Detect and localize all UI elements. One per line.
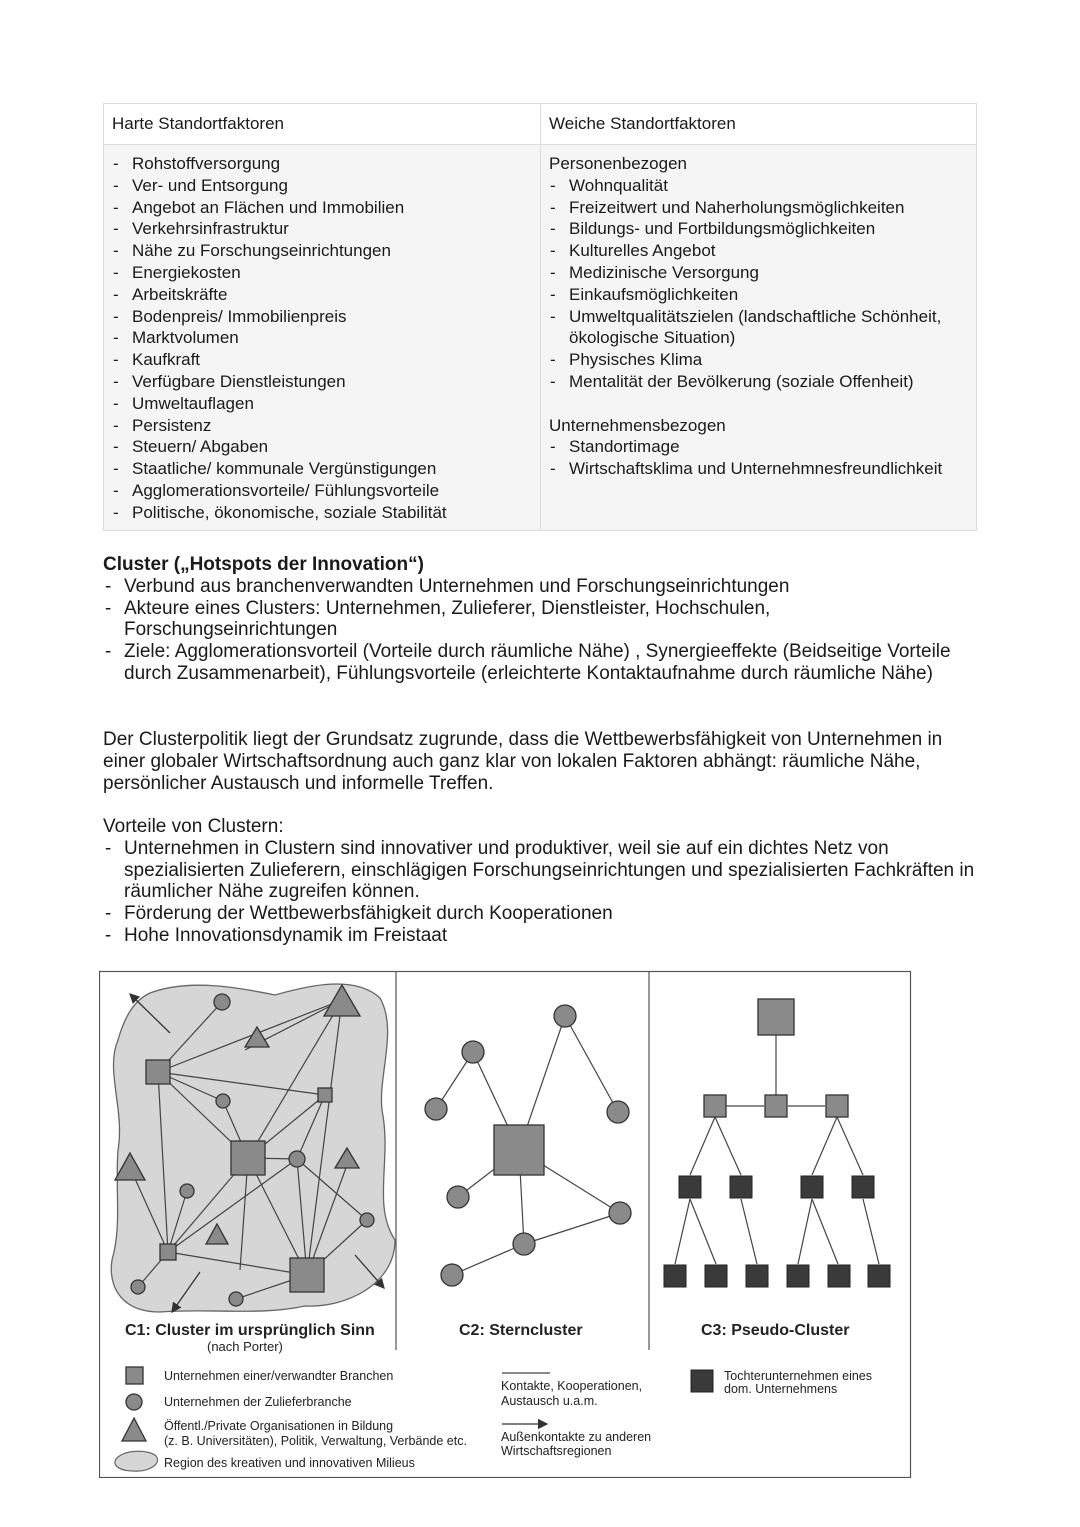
soft-factors-cell — [541, 145, 977, 531]
list-item: - Marktvolumen — [112, 327, 532, 349]
legend-region-label: Region des kreativen und innovativen Milieus — [164, 1456, 415, 1470]
list-item: - Wirtschaftsklima und Unternehmnesfreundlichkeit — [549, 458, 968, 480]
list-item: - Angebot an Flächen und Immobilien — [112, 197, 532, 219]
advantages-heading: Vorteile von Clustern: — [103, 816, 284, 837]
list-item: - Staatliche/ kommunale Vergünstigungen — [112, 458, 532, 480]
advantages-section — [103, 816, 983, 947]
legend-arrow-label: Außenkontakte zu anderen — [501, 1430, 652, 1444]
location-factors-table — [103, 103, 977, 531]
list-item: - Förderung der Wettbewerbsfähigkeit durch Kooperationen — [103, 903, 983, 925]
legend-dark-square-icon — [691, 1370, 713, 1392]
list-item: - Arbeitskräfte — [112, 284, 532, 306]
list-item: - Ver- und Entsorgung — [112, 175, 532, 197]
list-item: - Umweltqualitätszielen (landschaftliche Schönheit, ökologische Situation) — [549, 306, 968, 350]
list-item: - Medizinische Versorgung — [549, 262, 968, 284]
list-item: - Nähe zu Forschungseinrichtungen — [112, 240, 532, 262]
list-item: - Steuern/ Abgaben — [112, 436, 532, 458]
list-item: - Wohnqualität — [549, 175, 968, 197]
list-item: - Physisches Klima — [549, 349, 968, 371]
list-item: - Akteure eines Clusters: Unternehmen, Zulieferer, Dienstleister, Hochschulen, Forschungseinrichtungen — [103, 598, 983, 642]
list-item: - Verbund aus branchenverwandten Unternehmen und Forschungseinrichtungen — [103, 576, 983, 598]
person-related-title: Personenbezogen — [549, 154, 688, 173]
c1-subtitle: (nach Porter) — [207, 1339, 283, 1354]
list-item: - Freizeitwert und Naherholungsmöglichkeiten — [549, 197, 968, 219]
list-item: - Verfügbare Dienstleistungen — [112, 371, 532, 393]
c1-title: C1: Cluster im ursprünglich Sinn — [125, 1322, 375, 1339]
hard-factors-list — [112, 153, 532, 524]
hard-factors-cell — [104, 145, 541, 531]
legend-square-label: Unternehmen einer/verwandter Branchen — [164, 1369, 394, 1383]
list-item: - Bodenpreis/ Immobilienpreis — [112, 306, 532, 328]
list-item: - Persistenz — [112, 415, 532, 437]
legend-triangle-label: (z. B. Universitäten), Politik, Verwaltung, Verbände etc. — [164, 1434, 467, 1448]
soft-factors-header: Weiche Standortfaktoren — [541, 104, 977, 145]
list-item: - Umweltauflagen — [112, 393, 532, 415]
list-item: - Politische, ökonomische, soziale Stabilität — [112, 502, 532, 524]
list-item: - Kaufkraft — [112, 349, 532, 371]
legend-region-icon — [115, 1451, 158, 1471]
list-item: - Standortimage — [549, 436, 968, 458]
list-item: - Unternehmen in Clustern sind innovativer und produktiver, weil sie auf ein dichtes Netz von spezialisierten Zulieferern, einschlägigen Forschungseinrichtungen und spezialisierten Fachkräften in räumlicher Nähe zugreifen können. — [103, 838, 983, 903]
c3-title: C3: Pseudo-Cluster — [701, 1322, 850, 1339]
person-related-list — [549, 175, 968, 393]
legend-line-label: Austausch u.a.m. — [501, 1394, 598, 1408]
legend-arrow-label: Wirtschaftsregionen — [501, 1444, 612, 1458]
hard-factors-header: Harte Standortfaktoren — [104, 104, 541, 145]
list-item: - Einkaufsmöglichkeiten — [549, 284, 968, 306]
c1-cluster-graphic — [111, 984, 395, 1312]
legend-square-icon — [126, 1367, 143, 1384]
list-item: - Mentalität der Bevölkerung (soziale Offenheit) — [549, 371, 968, 393]
c2-title: C2: Sterncluster — [459, 1322, 583, 1339]
legend-dark-label: Tochterunternehmen eines — [724, 1369, 873, 1383]
list-item: - Kulturelles Angebot — [549, 240, 968, 262]
table-header-row — [104, 104, 977, 145]
legend-line-label: Kontakte, Kooperationen, — [501, 1379, 643, 1393]
list-item: - Rohstoffversorgung — [112, 153, 532, 175]
advantages-list — [103, 838, 983, 947]
cluster-section — [103, 554, 983, 685]
legend-dark-label: dom. Unternehmens — [724, 1382, 838, 1396]
company-related-title: Unternehmensbezogen — [549, 415, 726, 435]
list-item: - Verkehrsinfrastruktur — [112, 218, 532, 240]
table-body-row — [104, 145, 977, 531]
legend-triangle-label: Öffentl./Private Organisationen in Bildung — [164, 1419, 394, 1433]
list-item: - Ziele: Agglomerationsvorteil (Vorteile durch räumliche Nähe) , Synergieeffekte (Beidseitige Vorteile durch Zusammenarbeit), Fühlungsvorteile (erleichterte Kontaktaufnahme durch räumliche Nähe) — [103, 641, 983, 685]
list-item: - Agglomerationsvorteile/ Fühlungsvorteile — [112, 480, 532, 502]
legend-circle-label: Unternehmen der Zulieferbranche — [164, 1395, 352, 1409]
cluster-policy-paragraph: Der Clusterpolitik liegt der Grundsatz zugrunde, dass die Wettbewerbsfähigkeit von Unternehmen in einer globaler Wirtschaftsordnung auch ganz klar von lokalen Faktoren abhängt: räumliche Nähe, persönlicher Austausch und informelle Treffen. — [103, 729, 943, 794]
list-item: - Hohe Innovationsdynamik im Freistaat — [103, 925, 983, 947]
list-item: - Energiekosten — [112, 262, 532, 284]
list-item: - Bildungs- und Fortbildungsmöglichkeiten — [549, 218, 968, 240]
company-related-list — [549, 436, 968, 480]
legend-circle-icon — [126, 1394, 142, 1410]
cluster-diagram-svg — [99, 970, 912, 1478]
cluster-types-diagram — [99, 970, 912, 1478]
cluster-heading: Cluster („Hotspots der Innovation“) — [103, 554, 424, 575]
cluster-list — [103, 576, 983, 685]
